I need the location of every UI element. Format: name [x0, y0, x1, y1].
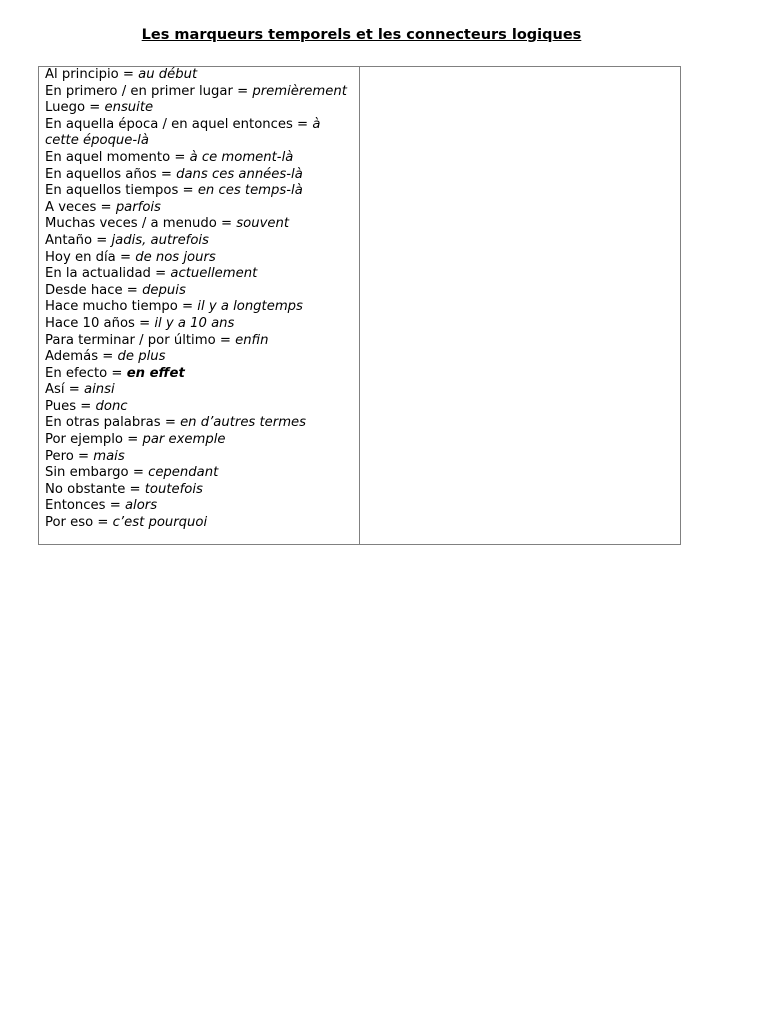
- page-title: Les marqueurs temporels et les connecteurs logiques: [141, 27, 582, 43]
- spanish-french-cell: [39, 67, 360, 545]
- list-item: [45, 266, 355, 283]
- list-item: [45, 432, 355, 449]
- french-translation: à cette époque-là: [45, 116, 321, 149]
- french-translation: en d’autres termes: [180, 415, 307, 431]
- list-item: [45, 250, 355, 267]
- spanish-term: Hace 10 años =: [45, 315, 155, 331]
- spanish-term: A veces =: [45, 199, 116, 215]
- spanish-term: Entonces =: [45, 498, 125, 514]
- list-item: [45, 299, 355, 316]
- spanish-term: Luego =: [45, 100, 105, 116]
- spanish-term: No obstante =: [45, 481, 145, 497]
- list-item: [45, 498, 355, 515]
- french-translation: il y a longtemps: [197, 299, 303, 315]
- french-translation: donc: [95, 398, 128, 414]
- french-translation: de plus: [117, 349, 166, 365]
- list-item: [45, 67, 355, 84]
- list-item: [45, 117, 355, 150]
- spanish-term: Pero =: [45, 448, 94, 464]
- spanish-term: Por eso =: [45, 515, 113, 531]
- spanish-term: Pues =: [45, 398, 96, 414]
- list-item: [45, 100, 355, 117]
- french-translation: depuis: [142, 282, 186, 298]
- french-translation: ainsi: [84, 382, 115, 398]
- list-item: [45, 399, 355, 416]
- list-item: [45, 84, 355, 101]
- spanish-term: Desde hace =: [45, 282, 143, 298]
- list-item: [45, 316, 355, 333]
- spanish-term: Así =: [45, 382, 84, 398]
- list-item: [45, 183, 355, 200]
- french-translation: ensuite: [104, 100, 154, 116]
- spanish-term: Antaño =: [45, 232, 112, 248]
- spanish-term: Al principio =: [45, 67, 139, 82]
- spanish-term: Por ejemplo =: [45, 432, 143, 448]
- spanish-term: Hoy en día =: [45, 249, 136, 265]
- list-item: [45, 515, 355, 532]
- french-translation: cependant: [148, 465, 219, 481]
- list-item: [45, 167, 355, 184]
- spanish-term: Para terminar / por último =: [45, 332, 236, 348]
- spanish-term: En otras palabras =: [45, 415, 181, 431]
- french-translation: premièrement: [252, 83, 347, 99]
- list-item: [45, 150, 355, 167]
- list-item: [45, 349, 355, 366]
- list-item: [45, 200, 355, 217]
- list-item: [45, 366, 355, 383]
- spanish-term: En aquellos tiempos =: [45, 183, 198, 199]
- french-translation: mais: [93, 448, 125, 464]
- french-translation: jadis, autrefois: [111, 232, 209, 248]
- list-item: [45, 283, 355, 300]
- entry-list: [39, 67, 359, 532]
- spanish-term: En aquella época / en aquel entonces =: [45, 116, 313, 132]
- french-translation: souvent: [236, 216, 290, 232]
- vocabulary-table: [38, 66, 681, 545]
- french-translation: par exemple: [142, 432, 226, 448]
- spanish-term: Muchas veces / a menudo =: [45, 216, 237, 232]
- list-item: [45, 333, 355, 350]
- list-item: [45, 482, 355, 499]
- table-row: [39, 67, 681, 545]
- spanish-term: En la actualidad =: [45, 266, 171, 282]
- french-translation: enfin: [235, 332, 269, 348]
- french-translation: en effet: [126, 365, 185, 381]
- french-translation: il y a 10 ans: [154, 315, 235, 331]
- list-item: [45, 465, 355, 482]
- spanish-term: En primero / en primer lugar =: [45, 83, 253, 99]
- french-translation: en ces temps-là: [197, 183, 303, 199]
- french-translation: alors: [124, 498, 158, 514]
- spanish-term: Además =: [45, 349, 118, 365]
- list-item: [45, 233, 355, 250]
- french-translation: dans ces années-là: [176, 166, 303, 182]
- spanish-term: Hace mucho tiempo =: [45, 299, 198, 315]
- spanish-term: En efecto =: [45, 365, 127, 381]
- list-item: [45, 449, 355, 466]
- spanish-term: En aquel momento =: [45, 149, 190, 165]
- empty-cell: [360, 67, 681, 545]
- french-translation: toutefois: [144, 481, 203, 497]
- french-translation: c’est pourquoi: [112, 515, 208, 531]
- french-translation: au début: [138, 67, 198, 82]
- french-translation: parfois: [115, 199, 161, 215]
- french-translation: actuellement: [170, 266, 258, 282]
- french-translation: à ce moment-là: [189, 149, 294, 165]
- french-translation: de nos jours: [135, 249, 216, 265]
- spanish-term: Sin embargo =: [45, 465, 149, 481]
- list-item: [45, 216, 355, 233]
- list-item: [45, 415, 355, 432]
- spanish-term: En aquellos años =: [45, 166, 177, 182]
- list-item: [45, 382, 355, 399]
